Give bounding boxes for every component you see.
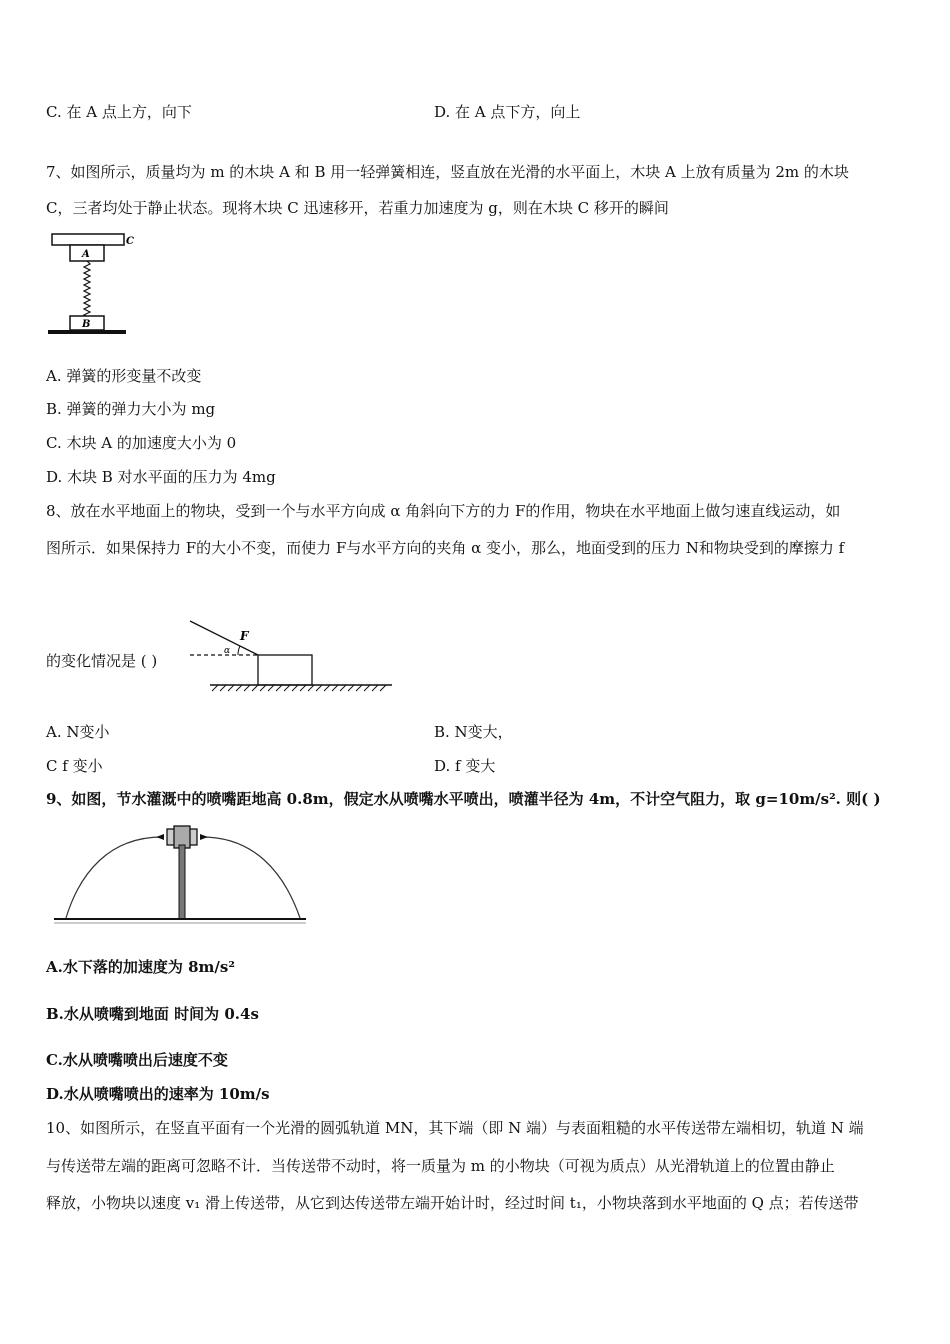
q7-stem-line1: 7、如图所示，质量均为 m 的木块 A 和 B 用一轻弹簧相连，竖直放在光滑的水平面上，木块 A 上放有质量为 2m 的木块 bbox=[46, 163, 849, 181]
q9-stem-line1: 9、如图，节水灌溉中的喷嘴距地高 0.8m，假定水从喷嘴水平喷出，喷灌半径为 4m，不计空气阻力，取 g=10m/s². 则( ) bbox=[46, 790, 881, 808]
q8-option-b: B. N变大， bbox=[434, 723, 513, 741]
q7-option-c: C. 木块 A 的加速度大小为 0 bbox=[46, 434, 237, 452]
right-nozzle-arrow bbox=[200, 834, 208, 840]
q8-stem-line3: 的变化情况是 ( ) bbox=[46, 652, 158, 670]
q9-option-c: C.水从喷嘴喷出后速度不变 bbox=[46, 1051, 228, 1069]
q9-sprinkler-figure bbox=[50, 822, 310, 932]
q7-option-b: B. 弹簧的弹力大小为 mg bbox=[46, 400, 216, 418]
left-nozzle-arrow bbox=[156, 834, 164, 840]
q9-option-a: A.水下落的加速度为 8m/s² bbox=[46, 958, 235, 976]
ground-hatching bbox=[212, 685, 386, 691]
q8-option-a: A. N变小 bbox=[46, 723, 110, 741]
q8-force-block-figure bbox=[182, 615, 398, 695]
right-water-arc bbox=[202, 837, 300, 918]
angle-label: α bbox=[224, 646, 231, 656]
sprinkler-pole bbox=[179, 845, 185, 919]
block-c bbox=[52, 234, 124, 245]
q7-stem-line2: C，三者均处于静止状态。现将木块 C 迅速移开，若重力加速度为 g，则在木块 C 移开的瞬间 bbox=[46, 199, 669, 217]
ground bbox=[48, 330, 126, 334]
label-a: A bbox=[82, 249, 90, 260]
block bbox=[258, 655, 312, 685]
q6-option-c: C. 在 A 点上方，向下 bbox=[46, 103, 192, 121]
q8-option-c: C f 变小 bbox=[46, 757, 103, 775]
force-label: F bbox=[240, 629, 249, 643]
q7-spring-blocks-figure bbox=[44, 228, 144, 338]
angle-arc bbox=[238, 646, 240, 655]
q10-stem-line3: 释放，小物块以速度 v₁ 滑上传送带，从它到达传送带左端开始计时，经过时间 t₁，小物块落到水平地面的 Q 点；若传送带 bbox=[46, 1194, 859, 1212]
q8-stem-line1: 8、放在水平地面上的物块，受到一个与水平方向成 α 角斜向下方的力 F的作用，物块在水平地面上做匀速直线运动，如 bbox=[46, 502, 841, 520]
q7-option-d: D. 木块 B 对水平面的压力为 4mg bbox=[46, 468, 276, 486]
q8-option-d: D. f 变大 bbox=[434, 757, 496, 775]
label-c: C bbox=[126, 236, 134, 247]
q8-stem-line2: 图所示．如果保持力 F的大小不变，而使力 F与水平方向的夹角 α 变小，那么，地面受到的压力 N和物块受到的摩擦力 f bbox=[46, 539, 845, 557]
left-water-arc bbox=[66, 837, 162, 918]
q7-option-a: A. 弹簧的形变量不改变 bbox=[46, 367, 202, 385]
q10-stem-line1: 10、如图所示，在竖直平面有一个光滑的圆弧轨道 MN，其下端（即 N 端）与表面粗糙的水平传送带左端相切，轨道 N 端 bbox=[46, 1119, 864, 1137]
q9-option-d: D.水从喷嘴喷出的速率为 10m/s bbox=[46, 1085, 270, 1103]
q6-option-d: D. 在 A 点下方，向上 bbox=[434, 103, 581, 121]
q9-option-b: B.水从喷嘴到地面 时间为 0.4s bbox=[46, 1005, 259, 1023]
label-b: B bbox=[82, 319, 91, 330]
q10-stem-line2: 与传送带左端的距离可忽略不计．当传送带不动时，将一质量为 m 的小物块（可视为质点）从光滑轨道上的位置由静止 bbox=[46, 1157, 835, 1175]
